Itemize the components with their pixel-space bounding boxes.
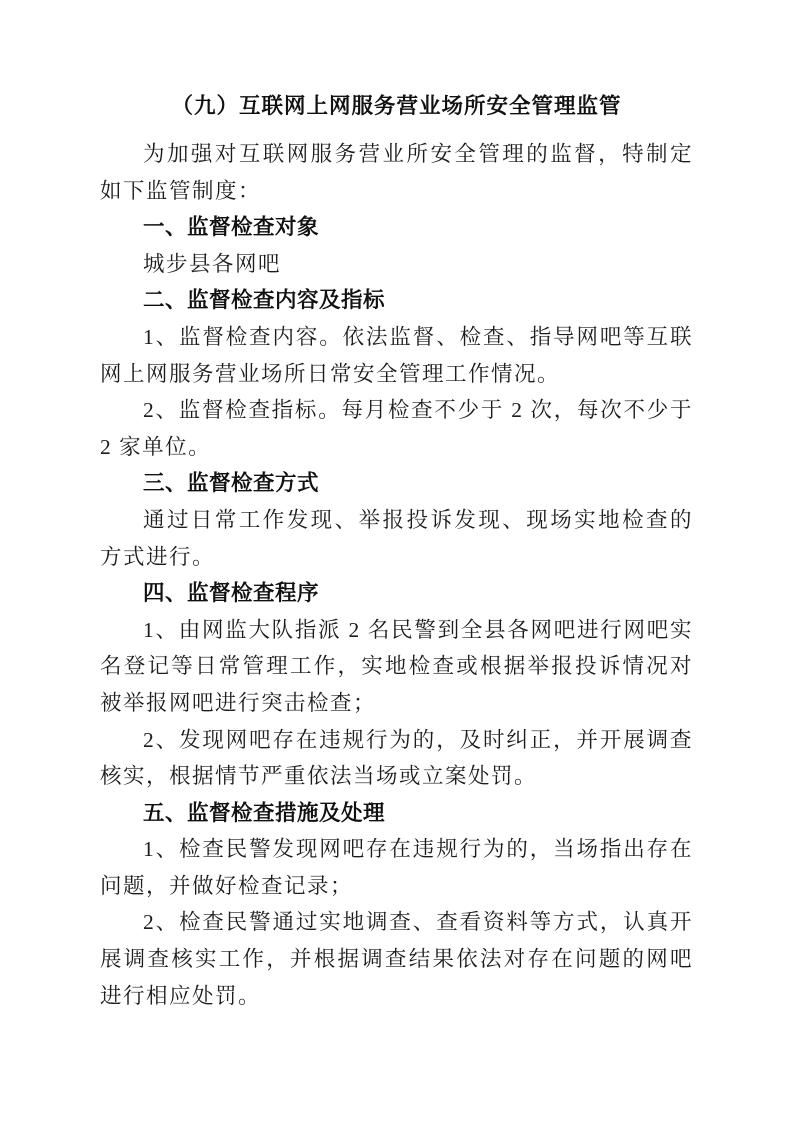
paragraph-method: 通过日常工作发现、举报投诉发现、现场实地检查的方式进行。 xyxy=(100,507,693,569)
paragraph-content-item-2: 2、监督检查指标。每月检查不少于 2 次，每次不少于 2 家单位。 xyxy=(100,398,693,459)
paragraph-check-object: 城步县各网吧 xyxy=(143,251,282,276)
section-heading-4-procedure: 四、监督检查程序 xyxy=(143,581,320,606)
paragraph-procedure-item-1: 1、由网监大队指派 2 名民警到全县各网吧进行网吧实名登记等日常管理工作，实地检查或根据举报投诉情况对被举报网吧进行突击检查； xyxy=(100,617,693,715)
document-title: （九）互联网上网服务营业场所安全管理监管 xyxy=(171,94,622,118)
paragraph-procedure-item-2: 2、发现网吧存在违规行为的，及时纠正，并开展调查核实，根据情节严重依法当场或立案处罚。 xyxy=(100,727,693,789)
paragraph-content-item-1: 1、监督检查内容。依法监督、检查、指导网吧等互联网上网服务营业场所日常安全管理工作情况。 xyxy=(100,324,693,386)
section-heading-3-method: 三、监督检查方式 xyxy=(143,471,320,496)
section-heading-1-object: 一、监督检查对象 xyxy=(143,215,320,240)
section-heading-5-measures: 五、监督检查措施及处理 xyxy=(143,800,386,825)
paragraph-measures-item-2: 2、检查民警通过实地调查、查看资料等方式，认真开展调查核实工作，并根据调查结果依法对存在问题的网吧进行相应处罚。 xyxy=(100,910,693,1008)
paragraph-measures-item-1: 1、检查民警发现网吧存在违规行为的，当场指出存在问题，并做好检查记录； xyxy=(100,837,693,898)
paragraph-intro: 为加强对互联网服务营业所安全管理的监督，特制定如下监管制度： xyxy=(100,142,693,203)
section-heading-2-content: 二、监督检查内容及指标 xyxy=(143,288,386,313)
